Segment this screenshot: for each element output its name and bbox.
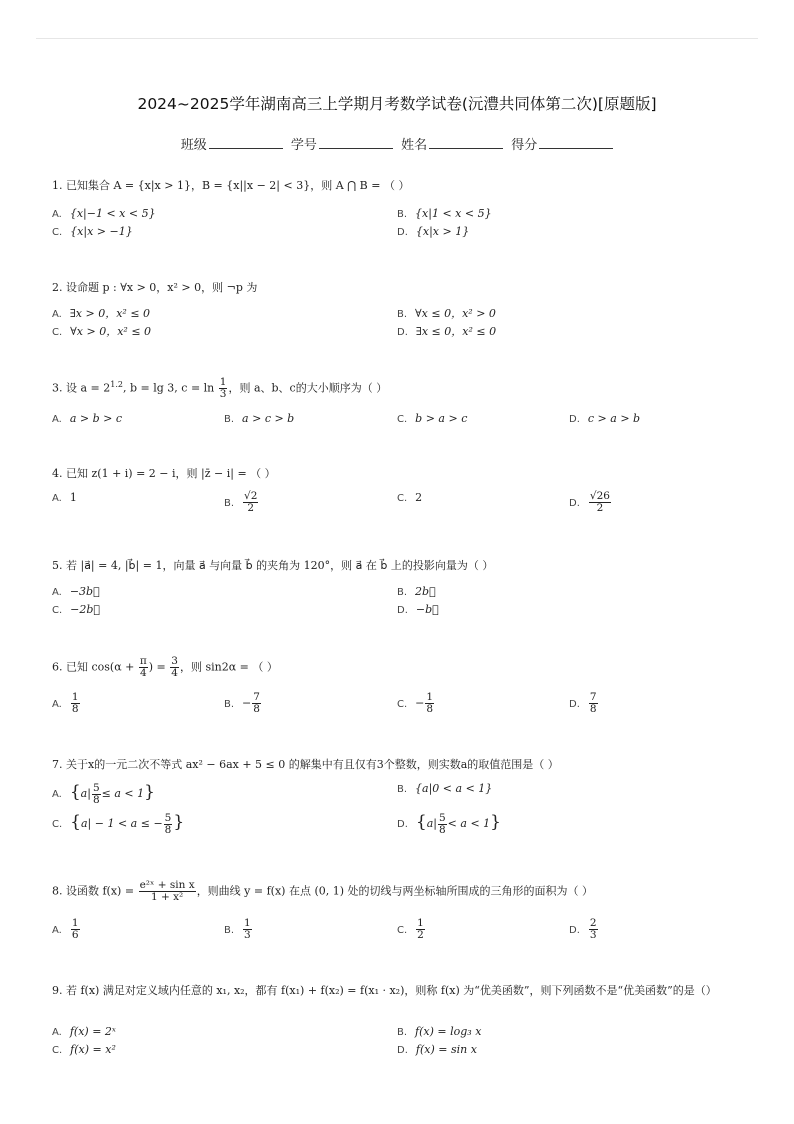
id-label: 学号 [290, 138, 317, 153]
option-c[interactable]: C. −2b⃗ [52, 603, 101, 616]
name-blank[interactable] [429, 136, 503, 149]
question-stem: 4. 已知 z(1 + i) = 2 − i，则 |z̄ − i| = （ ） [52, 467, 276, 480]
question-4 [52, 465, 752, 483]
option-c[interactable]: C. {a| − 1 < a ≤ − $\frac{5}{8}$ } [52, 811, 185, 836]
option-a[interactable]: A. −3b⃗ [52, 585, 100, 598]
class-blank[interactable] [209, 136, 283, 149]
option-a[interactable]: A. a > b > c [52, 412, 123, 425]
question-stem: 9. 若 f(x) 满足对定义域内任意的 x₁, x₂，都有 f(x₁) + f(x₂) = f(x₁ · x₂)，则称 f(x) 为“优美函数”，则下列函数不是“优美函数”的是（） [52, 984, 717, 997]
option-d[interactable]: D. ∃x ≤ 0，x² ≤ 0 [397, 325, 497, 338]
question-stem: 5. 若 |a⃗| = 4, |b⃗| = 1，向量 a⃗ 与向量 b⃗ 的夹角为 120°，则 a⃗ 在 b⃗ 上的投影向量为（ ） [52, 559, 494, 572]
option-d[interactable]: D. c > a > b [569, 412, 641, 425]
question-stem: 6. 已知 cos(α + $\frac{\pi}{4}$ ) = $\frac{3}{4}$ ，则 sin2α = （ ） [52, 655, 278, 679]
option-d[interactable]: D. $\frac{2}{3}$ [569, 917, 597, 941]
question-5 [52, 557, 752, 575]
question-stem: 7. 关于x的一元二次不等式 ax² − 6ax + 5 ≤ 0 的解集中有且仅有3个整数，则实数a的取值范围是（ ） [52, 758, 559, 771]
question-stem: 2. 设命题 p : ∀x > 0，x² > 0，则 ¬p 为 [52, 281, 258, 294]
option-d[interactable]: D. {x|x > 1} [397, 225, 470, 238]
option-b[interactable]: B. 2b⃗ [397, 585, 436, 598]
question-7 [52, 756, 752, 774]
question-1 [52, 177, 752, 195]
option-c[interactable]: C. b > a > c [397, 412, 468, 425]
option-b[interactable]: B. $\frac{1}{3}$ [224, 917, 251, 941]
option-b[interactable]: B. a > c > b [224, 412, 295, 425]
option-a[interactable]: A. $\frac{1}{6}$ [52, 917, 79, 941]
option-a[interactable]: A. ∃x > 0，x² ≤ 0 [52, 307, 151, 320]
option-c[interactable]: C. − $\frac{1}{8}$ [397, 691, 434, 715]
name-label: 姓名 [401, 138, 428, 153]
option-d[interactable]: D. {a| $\frac{5}{8}$ < a < 1} [397, 811, 501, 836]
student-info-row [0, 134, 794, 153]
question-stem: 8. 设函数 f(x) = $\frac{\text{e²ˣ + sin x}}{\text{1 + x²}}$ ，则曲线 y = f(x) 在点 (0, 1) 处的切线与两坐标轴所围成的三角形的面积为（ ） [52, 879, 594, 903]
option-b[interactable]: B. $\frac{√2}{2}$ [224, 490, 258, 514]
question-stem: 1. 已知集合 A = {x|x > 1}，B = {x||x − 2| < 3}，则 A ⋂ B = （ ） [52, 179, 410, 192]
question-stem: 3. 设 $a = 2^{1.2}$, b = lg 3, c = ln $\frac{1}{3}$ ，则 a、b、c的大小顺序为（ ） [52, 376, 388, 401]
option-d[interactable]: D. −b⃗ [397, 603, 439, 616]
option-b[interactable]: B. {x|1 < x < 5} [397, 207, 492, 220]
class-label: 班级 [180, 138, 207, 153]
option-a[interactable]: A. {a| $\frac{5}{8}$ ≤ a < 1} [52, 781, 155, 806]
option-c[interactable]: C. 2 [397, 491, 423, 504]
score-blank[interactable] [539, 136, 613, 149]
question-3 [52, 376, 752, 400]
option-d[interactable]: D. f(x) = sin x [397, 1043, 477, 1056]
header-divider [36, 38, 758, 39]
option-b[interactable]: B. f(x) = log₃ x [397, 1025, 482, 1038]
id-blank[interactable] [319, 136, 393, 149]
question-8 [52, 880, 752, 903]
option-a[interactable]: A. f(x) = 2ˣ [52, 1025, 116, 1038]
option-a[interactable]: A. $\frac{1}{8}$ [52, 691, 79, 715]
fraction: $\frac{1}{3}$ [219, 376, 227, 401]
option-c[interactable]: C. {x|x > −1} [52, 225, 133, 238]
score-label: 得分 [511, 138, 538, 153]
question-9 [52, 982, 752, 1000]
option-d[interactable]: D. $\frac{√26}{2}$ [569, 490, 610, 514]
page-title: 2024~2025学年湖南高三上学期月考数学试卷(沅澧共同体第二次)[原题版] [137, 95, 657, 113]
option-c[interactable]: C. f(x) = x² [52, 1043, 116, 1056]
option-b[interactable]: B. ∀x ≤ 0，x² > 0 [397, 307, 496, 320]
option-c[interactable]: C. ∀x > 0，x² ≤ 0 [52, 325, 152, 338]
option-c[interactable]: C. $\frac{1}{2}$ [397, 917, 424, 941]
option-b[interactable]: B. {a|0 < a < 1} [397, 782, 493, 795]
question-2 [52, 279, 752, 297]
option-a[interactable]: A. {x|−1 < x < 5} [52, 207, 156, 220]
option-a[interactable]: A. 1 [52, 491, 77, 504]
question-6 [52, 656, 752, 679]
option-d[interactable]: D. $\frac{7}{8}$ [569, 691, 597, 715]
option-b[interactable]: B. − $\frac{7}{8}$ [224, 691, 260, 715]
